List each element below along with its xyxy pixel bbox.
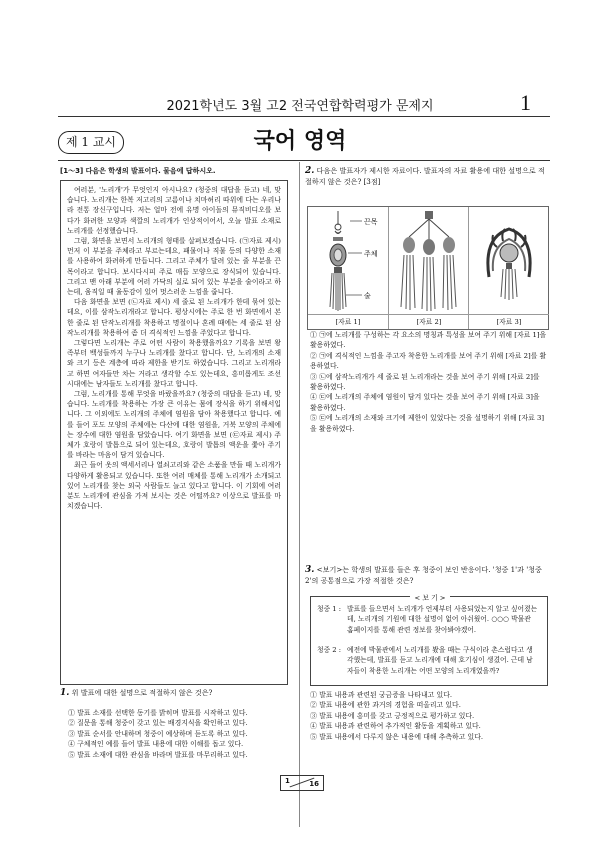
option[interactable]: ② ㉠에 격식적인 느낌을 주고자 착용한 노리개를 보여 주기 위해 [자료 2]를 활용하였다.: [310, 351, 547, 371]
question-prompt: <보기>는 학생의 발표를 들은 후 청중이 보인 반응이다. '청중 1'과 '청중 2'의 공통점으로 가장 적절한 것은?: [305, 565, 542, 585]
tiger-claw-norigae-illustration: [469, 207, 549, 315]
bogi-title: < 보 기 >: [410, 594, 449, 602]
bogi-label: 청중 1 :: [317, 605, 342, 613]
bogi-label: 청중 2 :: [317, 646, 342, 654]
question-number: 2.: [305, 166, 315, 176]
exam-title: 2021학년도 3월 고2 전국연합학력평가 문제지: [166, 99, 434, 114]
bogi-listener-2: [317, 645, 543, 676]
norigae-triple-illustration: [389, 207, 469, 315]
figure-caption: [자료 2]: [389, 314, 469, 329]
passage-paragraph: 최근 들어 옷의 액세서리나 열쇠고리와 같은 소품을 만들 때 노리개가 다양하게 활용되고 있습니다. 또한 여러 매체를 통해 노리개가 소개되고 있어 노리개를 찾는 외국 사람들도 늘고 있다고 합니다. 이 기회에 여러분도 노리개에 관심을 가져 보시는 것은 어떨까요? 이상으로 발표를 마치겠습니다.: [67, 461, 281, 511]
bogi-listener-1: [317, 604, 543, 635]
label-sul: 술: [364, 292, 371, 300]
option[interactable]: ④ 발표 내용과 관련하여 추가적인 활동을 계획하고 있다.: [310, 722, 481, 731]
question-prompt: 다음은 발표자가 제시한 자료이다. 발표자의 자료 활용에 대한 설명으로 적절하지 않은 것은? [3점]: [305, 166, 545, 186]
passage-paragraph: 다음 화면을 보면 (㉡자료 제시) 세 줄로 된 노리개가 한데 묶여 있는데요, 이를 삼작노리개라고 합니다. 평상시에는 주로 한 번 화면에서 본 한 줄로 된 단작노리개를 착용하고 명절이나 혼례 때에는 세 줄로 된 삼작노리개를 착용하여 좀 더 격식적인 느낌을 주었다고 합니다.: [67, 298, 281, 337]
figure-caption: [자료 3]: [469, 314, 549, 329]
option[interactable]: ⑤ ㉢에 노리개의 소재와 크기에 제한이 있었다는 것을 설명하기 위해 [자료 3]을 활용하였다.: [310, 414, 545, 433]
header-rule: [58, 116, 550, 117]
question-number: 3.: [305, 565, 315, 575]
option[interactable]: ⑤ 발표 내용에서 다루지 않은 내용에 대해 추측하고 있다.: [310, 732, 484, 741]
period-badge: 제 1 교시: [58, 131, 124, 154]
question-2: [305, 166, 550, 187]
passage-box: [60, 180, 288, 685]
subject-rule: [58, 160, 550, 161]
option[interactable]: ③ ㉡에 삼작노리개가 세 줄로 된 노리개라는 것을 보여 주기 위해 [자료 2]를 활용하였다.: [310, 372, 540, 392]
instruction: [1～3] 다음은 학생의 발표이다. 물음에 답하시오.: [60, 167, 216, 175]
figure-caption: [자료 1]: [308, 314, 388, 329]
question-number: 1.: [60, 688, 70, 698]
figure-3: [468, 207, 548, 329]
bogi-text: 발표를 들으면서 노리개가 언제부터 사용되었는지 알고 싶어졌는데, 노리개의 기원에 대한 설명이 없어 아쉬웠어. ○○○ 박물관 홈페이지를 통해 관련 정보를 찾아봐야겠어.: [347, 605, 538, 634]
passage-paragraph: 여러분, '노리개'가 무엇인지 아시나요? (청중의 대답을 듣고) 네, 맞습니다. 노리개는 한복 저고리의 고름이나 치마허리 따위에 다는 우리나라 전통 장신구입니다. 저는 얼마 전에 유명 아이돌의 뮤직비디오를 보다가 화려한 모양과 색깔의 노리개가 인상적이어서, 오늘 발표 소재로 노리개를 선정했습니다.: [67, 186, 281, 235]
bogi-text: 예전에 박물관에서 노리개를 봤을 때는 구식이라 촌스럽다고 생각했는데, 발표를 듣고 노리개에 대해 호기심이 생겼어. 근데 남자들이 착용한 노리개는 어떤 모양의 노리개였을까?: [347, 646, 533, 675]
question-1: [60, 688, 292, 699]
figure-panel: [307, 206, 549, 330]
question-3-options: [310, 690, 548, 742]
option[interactable]: ② 질문을 통해 청중이 갖고 있는 배경지식을 확인하고 있다.: [68, 719, 248, 728]
figure-2: [388, 207, 468, 329]
option[interactable]: ① ㉠에 노리개를 구성하는 각 요소의 명칭과 특성을 보여 주기 위해 [자료 1]을 활용하였다.: [310, 331, 547, 350]
question-3: [305, 565, 550, 586]
option[interactable]: ④ ㉢에 노리개의 주체에 염원이 담겨 있다는 것을 보여 주기 위해 [자료 3]을 활용하였다.: [310, 393, 540, 412]
option[interactable]: ② 발표 내용에 관한 과거의 경험을 떠올리고 있다.: [310, 701, 461, 710]
option[interactable]: ⑤ 발표 소재에 대한 관심을 바라며 발표를 마무리하고 있다.: [68, 750, 248, 759]
page-indicator: [280, 775, 324, 791]
page-number: 1: [520, 90, 531, 115]
passage-paragraph: 그럼, 노리개를 통해 무엇을 바랐을까요? (청중의 대답을 듣고) 네, 맞습니다. 노리개를 착용하는 가장 큰 이유는 몸에 장식을 하기 위해서입니다. 그 이외에도 노리개의 주체에 염원을 담아 착용했다고 합니다. 예를 들어 포도 모양의 주체에는 다산에 대한 염원을, 거북 모양의 주체에는 장수에 대한 염원을 담았습니다. 여기 화면을 보면 (㉢자료 제시) 주체가 호랑이 발톱으로 되어 있는데요, 호랑이 발톱의 액운을 쫓아 주기를 바라는 마음이 담겨 있습니다.: [67, 390, 281, 460]
option[interactable]: ① 발표 내용과 관련된 궁금증을 나타내고 있다.: [310, 691, 453, 699]
current-page: 1: [285, 777, 290, 785]
norigae-single-illustration: [308, 207, 388, 315]
option[interactable]: ③ 발표 내용에 흥미를 갖고 긍정적으로 평가하고 있다.: [310, 711, 475, 720]
total-pages: 16: [309, 780, 319, 788]
column-divider: [299, 162, 300, 827]
question-2-options: [310, 330, 548, 434]
option[interactable]: ③ 발표 순서를 안내하며 청중이 예상하며 듣도록 하고 있다.: [68, 729, 248, 738]
passage-paragraph: 그렇다면 노리개는 주로 어떤 사람이 착용했을까요? 기록을 보면 왕족부터 백성들까지 누구나 노리개를 찼다고 합니다. 단, 노리개의 소재와 크기 등은 계층에 따라 제한을 받기도 하였습니다. 그리고 노리개라고 하면 여자들만 차는 거라고 생각할 수도 있는데요, 흥미롭게도 조선 시대에는 남자들도 노리개를 찼다고 합니다.: [67, 339, 281, 388]
subject-title: 국어 영역: [253, 129, 347, 154]
option[interactable]: ④ 구체적인 예를 들어 발표 내용에 대한 이해를 돕고 있다.: [68, 740, 244, 749]
bogi-box: [310, 596, 548, 686]
passage-paragraph: 그럼, 화면을 보면서 노리개의 형태를 살펴보겠습니다. (㉠자료 제시) 먼저 이 부분을 주체라고 부르는데요, 패물이나 직물 등의 다양한 소재를 사용하여 화려하게 만듭니다. 그리고 주체가 달려 있는 줄 부분을 끈목이라고 합니다. 보시다시피 주로 매듭 모양으로 장식되어 있습니다. 그리고 맨 아래 부분에 여러 가닥의 실로 되어 있는 부분을 술이라고 하는데, 움직일 때 율동감이 있어 멋스러운 느낌을 줍니다.: [67, 237, 281, 297]
question-prompt: 위 발표에 대한 설명으로 적절하지 않은 것은?: [71, 688, 213, 697]
label-kkeunmok: 끈목: [364, 218, 378, 226]
question-1-options: [68, 708, 294, 760]
figure-1: [308, 207, 388, 329]
option[interactable]: ① 발표 소재를 선택한 동기를 밝히며 발표를 시작하고 있다.: [68, 709, 248, 717]
label-juche: 주체: [364, 250, 378, 258]
